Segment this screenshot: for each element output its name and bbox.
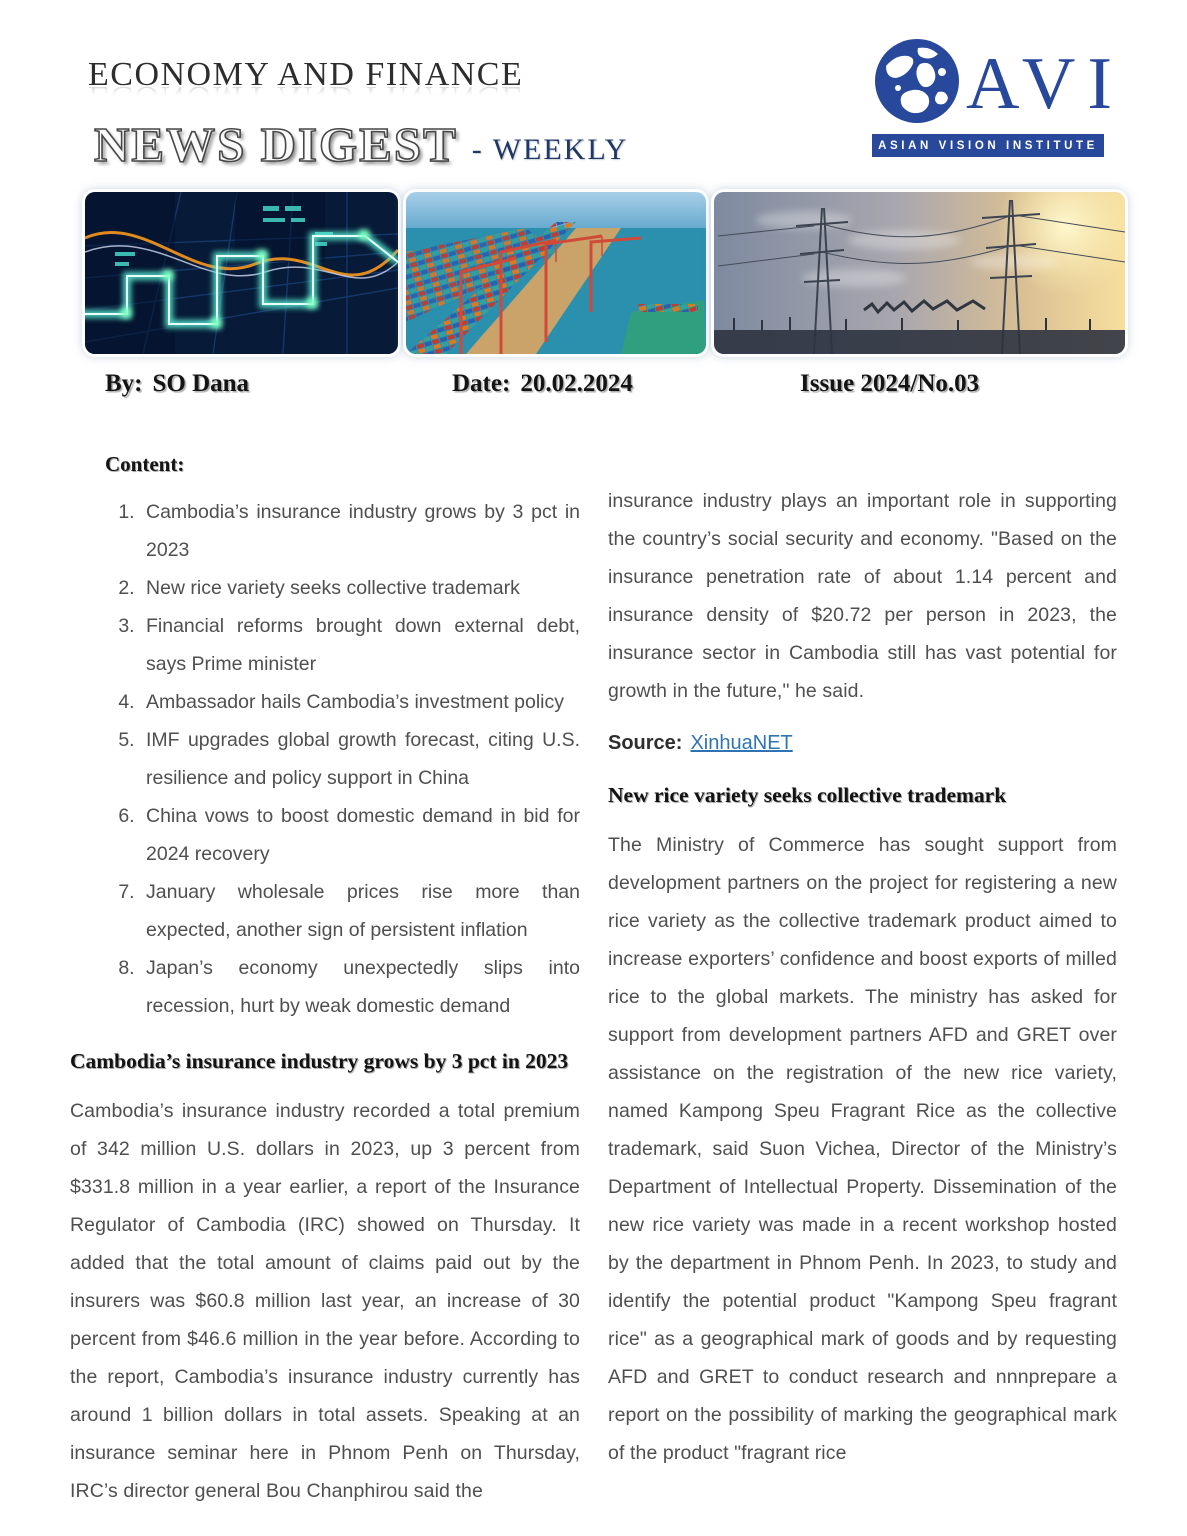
- date-label: Date:: [452, 370, 511, 397]
- byline-date: [452, 370, 633, 398]
- toc-item-7: 7. January wholesale prices rise more than expected, another sign of persistent inflation: [140, 873, 580, 949]
- source-line: [608, 727, 1117, 759]
- source-link-xinhuanet[interactable]: XinhuaNET: [690, 732, 793, 754]
- toc-item-5: 5. IMF upgrades global growth forecast, citing U.S. resilience and policy support in China: [140, 721, 580, 797]
- avi-institute-name: ASIAN VISION INSTITUTE: [872, 134, 1104, 157]
- by-label: By:: [105, 370, 143, 397]
- banner-image-stock-market-chart: [85, 192, 398, 354]
- article-heading-rice: New rice variety seeks collective trademark: [608, 783, 1007, 807]
- toc-item-8: 8. Japan’s economy unexpectedly slips into recession, hurt by weak domestic demand: [140, 949, 580, 1025]
- avi-logo-top: [872, 36, 1124, 131]
- newsletter-subtitle: - WEEKLY: [471, 133, 629, 166]
- author-name: SO Dana: [152, 370, 250, 397]
- toc-item-2: 2. New rice variety seeks collective trademark: [140, 569, 580, 607]
- article-insurance-paragraph-left: Cambodia’s insurance industry recorded a total premium of 342 million U.S. dollars in 2023, up 3 percent from $331.8 million in a year earlier, a report of the Insurance Regulator of Cambodia (IRC) showed on Thursday. It added that the total amount of claims paid out by the insurers was $60.8 million last year, an increase of 30 percent from $46.6 million in the year before. According to the report, Cambodia’s insurance industry currently has around 1 billion dollars in total assets. Speaking at an insurance seminar here in Phnom Penh on Thursday, IRC’s director general Bou Chanphirou said the: [70, 1100, 580, 1503]
- table-of-contents: [70, 493, 580, 1025]
- article-insurance-paragraph-right: insurance industry plays an important role in supporting the country’s social security and economy. "Based on the insurance penetration rate of about 1.14 percent and insurance density of $20.72 per person in 2023, the insurance sector in Cambodia still has vast potential for growth in the future," he said.: [608, 490, 1117, 702]
- byline-row: [0, 370, 1187, 410]
- article-rice-paragraph: The Ministry of Commerce has sought support from development partners on the project for registering a new rice variety as the collective trademark product aimed to increase exporters’ confidence and boost exports of milled rice to the global markets. The ministry has asked for support from development partners AFD and GRET over assistance on the registration of the new rice variety, named Kampong Speu Fragrant Rice as the collective trademark, said Suon Vichea, Director of the Ministry’s Department of Intellectual Property. Dissemination of the new rice variety was made in a recent workshop hosted by the department in Phnom Penh. In 2023, to study and identify the potential product "Kampong Speu fragrant rice" as a geographical mark of goods and by requesting AFD and GRET to conduct research and nnnprepare a report on the possibility of marking the geographical mark of the product "fragrant rice: [608, 834, 1117, 1465]
- toc-item-4: 4. Ambassador hails Cambodia’s investment policy: [140, 683, 580, 721]
- toc-item-6: 6. China vows to boost domestic demand in bid for 2024 recovery: [140, 797, 580, 873]
- article-heading-insurance: Cambodia’s insurance industry grows by 3 pct in 2023: [70, 1049, 569, 1073]
- banner-image-container-port: [406, 192, 706, 354]
- toc-item-3: 3. Financial reforms brought down external debt, says Prime minister: [140, 607, 580, 683]
- category-title: ECONOMY AND FINANCE: [88, 56, 524, 93]
- avi-acronym: AVI: [966, 42, 1124, 125]
- main-title-row: [94, 116, 628, 173]
- byline-author: [105, 370, 249, 398]
- newsletter-title: NEWS DIGEST: [94, 117, 458, 172]
- banner-strip: [85, 192, 1125, 354]
- globe-icon: [872, 36, 962, 131]
- banner-image-power-lines-sunset: [714, 192, 1125, 354]
- source-label: Source:: [608, 732, 683, 754]
- date-value: 20.02.2024: [520, 370, 633, 397]
- toc-item-1: 1. Cambodia’s insurance industry grows by 3 pct in 2023: [140, 493, 580, 569]
- content-heading: Content:: [105, 452, 185, 476]
- article-columns: [70, 446, 1117, 1510]
- right-column: [608, 446, 1117, 1510]
- avi-logo: [872, 36, 1124, 157]
- left-column: [70, 446, 580, 1510]
- byline-issue: Issue 2024/No.03: [800, 370, 980, 397]
